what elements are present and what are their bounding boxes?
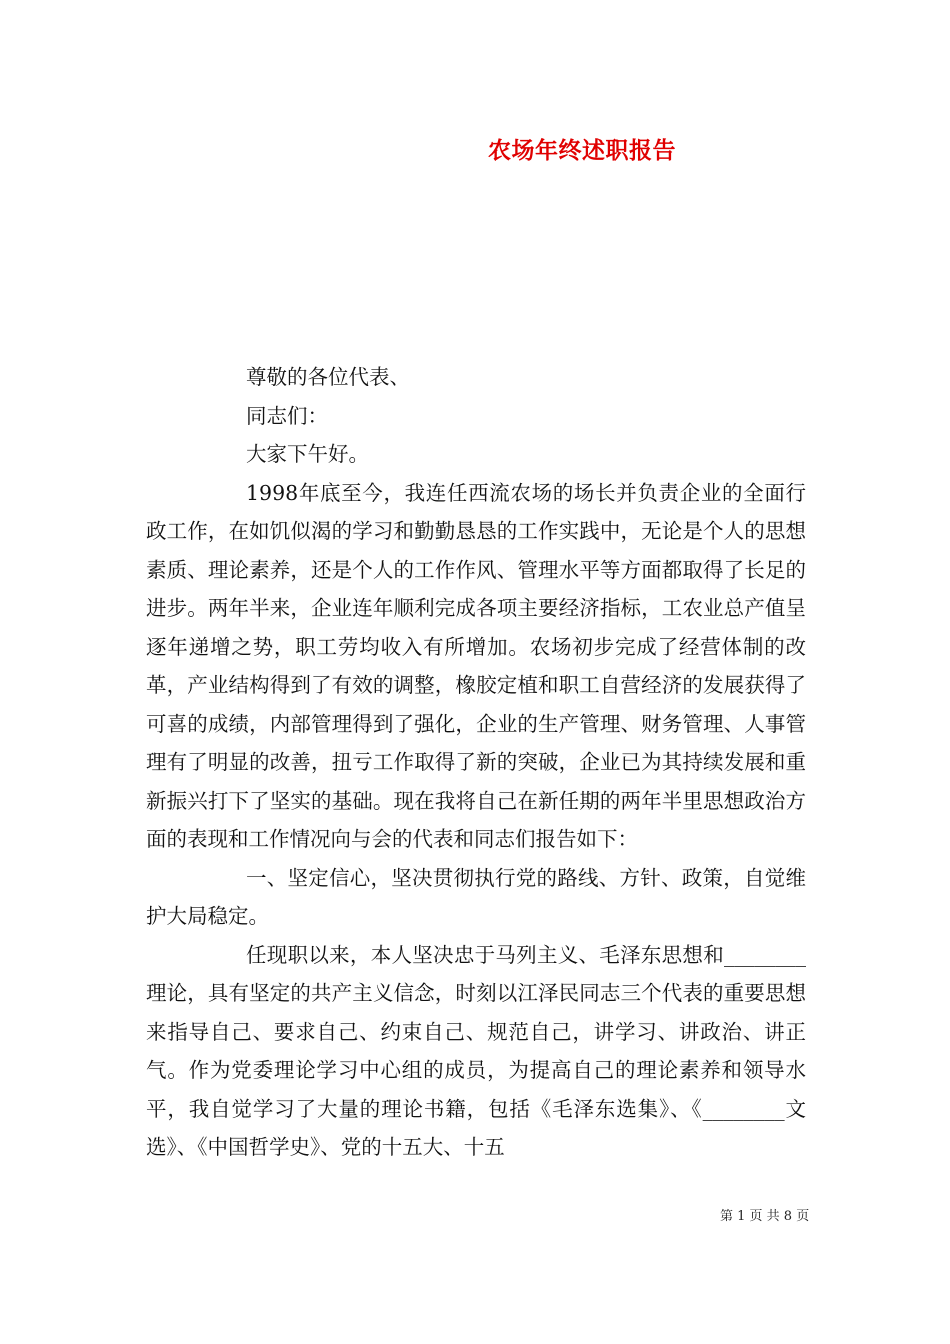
page-number: 第 1 页 共 8 页 <box>720 1209 810 1224</box>
document-title: 农场年终述职报告 <box>488 137 676 164</box>
salutation-line: 同志们： <box>246 403 328 428</box>
salutation-line: 尊敬的各位代表、 <box>246 365 410 389</box>
body-paragraph: 任现职以来，本人坚决忠于马列主义、毛泽东思想和________理论，具有坚定的共产主义信念，时刻以江泽民同志三个代表的重要思想来指导自己、要求自己、约束自己、规范自己，讲学习、讲政治、讲正气。作为党委理论学习中心组的成员，为提高自己的理论素养和领导水平，我自觉学习了大量的理论书籍，包括《毛泽东选集》、《________文选》、《中国哲学史》、党的十五大、十五 <box>146 942 806 1159</box>
salutation-line: 大家下午好。 <box>246 442 369 466</box>
document-body <box>146 358 806 1167</box>
section-heading-paragraph: 一、坚定信心，坚决贯彻执行党的路线、方针、政策，自觉维护大局稳定。 <box>146 865 806 928</box>
body-paragraph: 1998年底至今，我连任西流农场的场长并负责企业的全面行政工作，在如饥似渴的学习和勤勤恳恳的工作实践中，无论是个人的思想素质、理论素养，还是个人的工作作风、管理水平等方面都取得了长足的进步。两年半来，企业连年顺利完成各项主要经济指标，工农业总产值呈逐年递增之势，职工劳均收入有所增加。农场初步完成了经营体制的改革，产业结构得到了有效的调整，橡胶定植和职工自营经济的发展获得了可喜的成绩，内部管理得到了强化，企业的生产管理、财务管理、人事管理有了明显的改善，扭亏工作取得了新的突破，企业已为其持续发展和重新振兴打下了坚实的基础。现在我将自己在新任期的两年半里思想政治方面的表现和工作情况向与会的代表和同志们报告如下： <box>146 480 806 851</box>
